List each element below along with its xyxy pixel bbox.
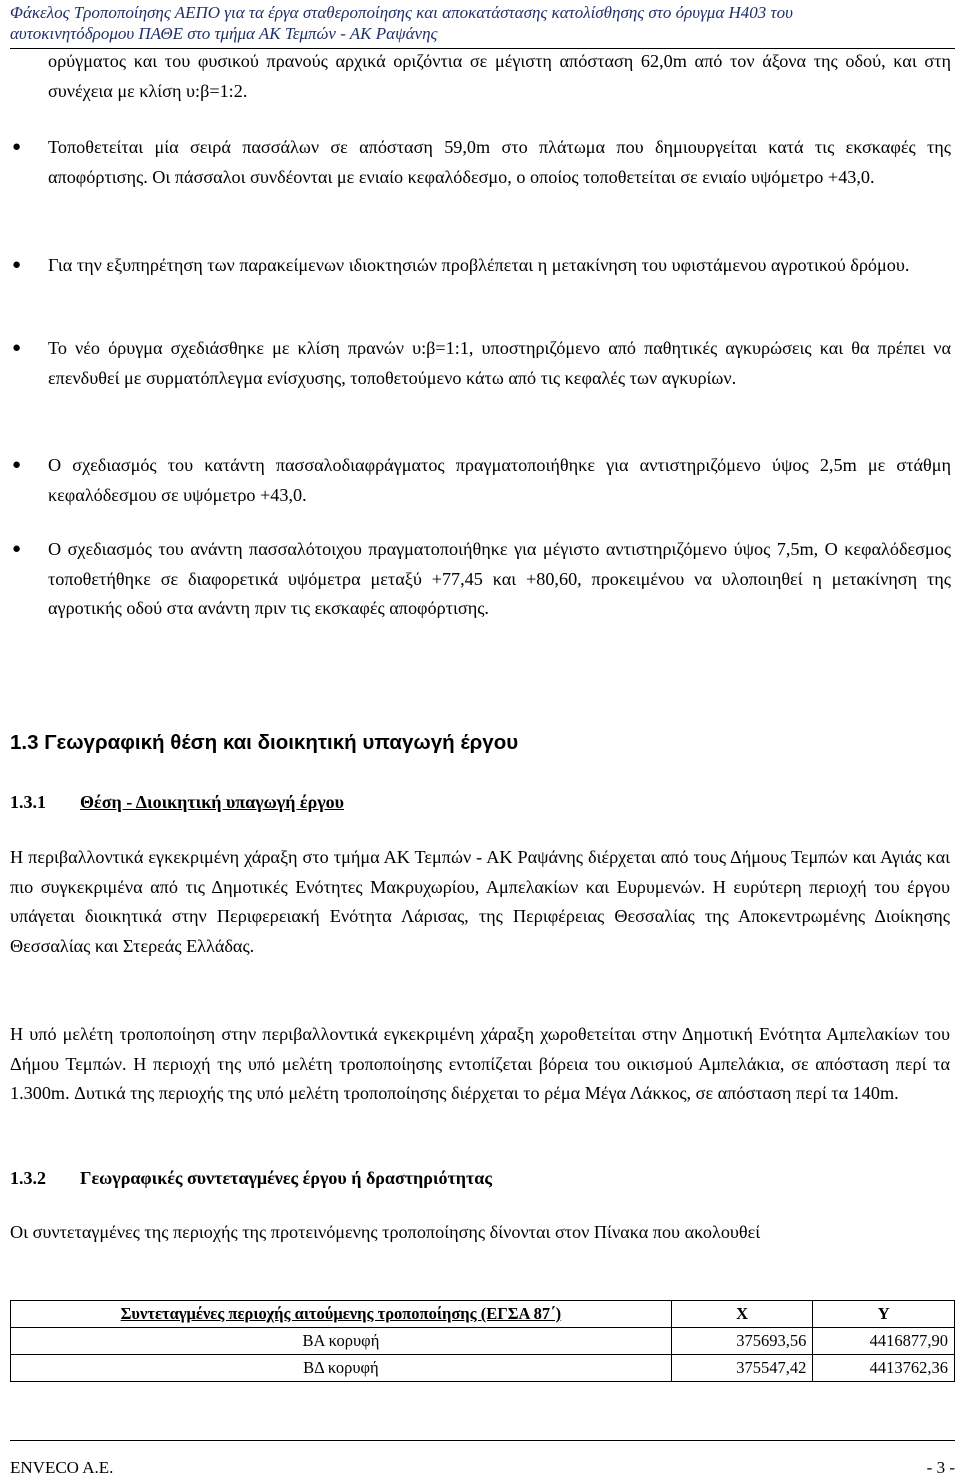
column-header: Συντεταγμένες περιοχής αιτούμενης τροποποίησης (ΕΓΣΑ 87΄) bbox=[11, 1301, 672, 1328]
paragraph: Η υπό μελέτη τροποποίηση στην περιβαλλοντικά εγκεκριμένη χάραξη χωροθετείται στην Δημοτική Ενότητα Αμπελακίων του Δήμου Τεμπών. Η περιοχή της υπό μελέτη τροποποίησης εντοπίζεται βόρεια του οικισμού Αμπελάκια, σε απόσταση περί τα 1.300m. Δυτικά της περιοχής της υπό μελέτη τροποποίησης διέρχεται το ρέμα Μέγα Λάκκος, σε απόσταση περί τα 140m. bbox=[10, 1024, 950, 1103]
header-line-1: Φάκελος Τροποποίησης ΑΕΠΟ για τα έργα σταθεροποίησης και αποκατάστασης κατολίσθησης στο όρυγμα Η403 του bbox=[10, 3, 793, 22]
paragraph: Η περιβαλλοντικά εγκεκριμένη χάραξη στο τμήμα ΑΚ Τεμπών - ΑΚ Ραψάνης διέρχεται από τους Δήμους Τεμπών και Αγιάς και πιο συγκεκριμένα από τις Δημοτικές Ενότητες Μακρυχωρίου, Αμπελακίων και Ευρυμενών. Η ευρύτερη περιοχή του έργου υπάγεται διοικητικά στην Περιφερειακή Ενότητα Λάρισας, της Περιφέρειας Θεσσαλίας της Αποκεντρωμένης Διοίκησης Θεσσαλίας και Στερεάς Ελλάδας. bbox=[10, 847, 950, 956]
header-line-2: αυτοκινητόδρομου ΠΑΘΕ στο τμήμα ΑΚ Τεμπών - ΑΚ Ραψάνης bbox=[10, 24, 438, 43]
page-footer bbox=[10, 1440, 955, 1478]
column-header: X bbox=[671, 1301, 813, 1328]
section-number: 1.3.2 bbox=[10, 1168, 46, 1188]
section-number: 1.3.1 bbox=[10, 792, 46, 812]
coordinates-table bbox=[10, 1300, 955, 1382]
footer-company: ENVECO A.E. bbox=[10, 1458, 114, 1477]
bullet-dot: ● bbox=[12, 457, 22, 473]
bullet-text: Ο σχεδιασμός του κατάντη πασσαλοδιαφράγματος πραγματοποιήθηκε για αντιστηριζόμενο ύψος 2,5m με στάθμη κεφαλόδεσμου σε υψόμετρο +43,0. bbox=[48, 455, 951, 505]
bullet-text: Ο σχεδιασμός του ανάντη πασσαλότοιχου πραγματοποιήθηκε για μέγιστο αντιστηριζόμενο ύψος 7,5m, Ο κεφαλόδεσμος τοποθετήθηκε σε διαφορετικά υψόμετρα μεταξύ +77,45 και +80,60, προκειμένου να υλοποιηθεί η μετακίνηση της αγροτικής οδού στα ανάντη πριν τις εκσκαφές αποφόρτισης. bbox=[48, 539, 951, 618]
running-header bbox=[10, 2, 955, 49]
table-cell: 4416877,90 bbox=[813, 1328, 955, 1355]
bullet-text: Για την εξυπηρέτηση των παρακείμενων ιδιοκτησιών προβλέπεται η μετακίνηση του υφιστάμενου αγροτικού δρόμου. bbox=[48, 255, 910, 275]
bullet-dot: ● bbox=[12, 541, 22, 557]
table-cell: 375693,56 bbox=[671, 1328, 813, 1355]
bullet-dot: ● bbox=[12, 139, 22, 155]
table-cell: ΒΑ κορυφή bbox=[11, 1328, 672, 1355]
bullet-text-continued: ορύγματος και του φυσικού πρανούς αρχικά οριζόντια σε μέγιστη απόσταση 62,0m από τον άξονα της οδού, και στη συνέχεια με κλίση υ:β=1:2. bbox=[48, 51, 951, 101]
table-row bbox=[11, 1355, 955, 1382]
section-heading-1-3-2 bbox=[10, 1168, 492, 1189]
bullet-text: Τοποθετείται μία σειρά πασσάλων σε απόσταση 59,0m στο πλάτωμα που δημιουργείται κατά τις εκσκαφές της αποφόρτισης. Οι πάσσαλοι συνδέονται με ενιαίο κεφαλόδεσμο, ο οποίος τοποθετείται σε ενιαίο υψόμετρο +43,0. bbox=[48, 137, 951, 187]
page-number: - 3 - bbox=[926, 1458, 955, 1477]
column-header: Y bbox=[813, 1301, 955, 1328]
table-cell: ΒΔ κορυφή bbox=[11, 1355, 672, 1382]
table-cell: 375547,42 bbox=[671, 1355, 813, 1382]
table-cell: 4413762,36 bbox=[813, 1355, 955, 1382]
bullet-dot: ● bbox=[12, 257, 22, 273]
paragraph: Οι συντεταγμένες της περιοχής της προτεινόμενης τροποποίησης δίνονται στον Πίνακα που ακολουθεί bbox=[10, 1222, 761, 1242]
bullet-text: Το νέο όρυγμα σχεδιάσθηκε με κλίση πρανών υ:β=1:1, υποστηριζόμενο από παθητικές αγκυρώσεις και θα πρέπει να επενδυθεί με συρματόπλεγμα ενίσχυσης, τοποθετούμενο κάτω από τις κεφαλές των αγκυρίων. bbox=[48, 338, 951, 388]
section-heading-1-3: 1.3 Γεωγραφική θέση και διοικητική υπαγωγή έργου bbox=[10, 731, 519, 754]
section-title: Γεωγραφικές συντεταγμένες έργου ή δραστηριότητας bbox=[80, 1168, 492, 1188]
table-row bbox=[11, 1328, 955, 1355]
table-header-row bbox=[11, 1301, 955, 1328]
section-title: Θέση - Διοικητική υπαγωγή έργου bbox=[80, 792, 345, 812]
bullet-dot: ● bbox=[12, 340, 22, 356]
section-heading-1-3-1 bbox=[10, 792, 344, 813]
